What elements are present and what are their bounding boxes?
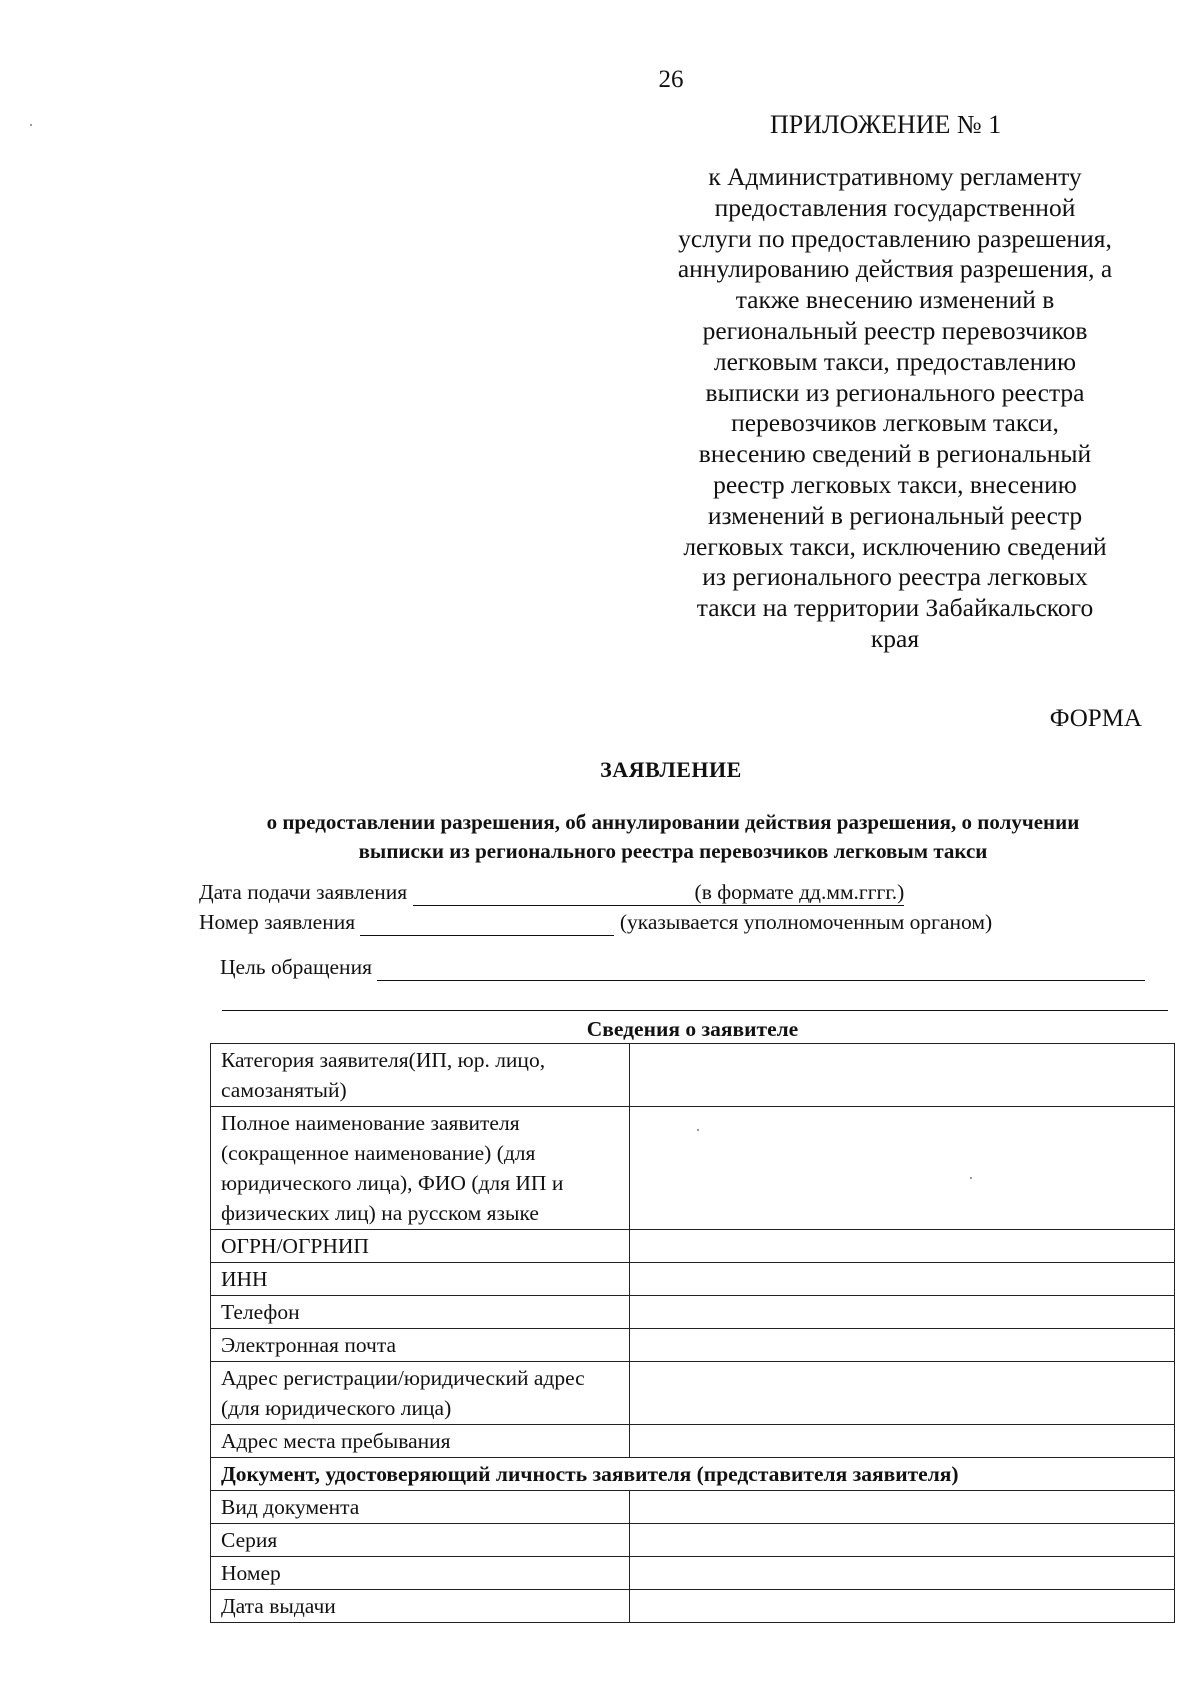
row-label: Дата выдачи [211, 1590, 630, 1623]
row-label: Полное наименование заявителя (сокращенное наименование) (для юридического лица), ФИО (для ИП и физических лиц) на русском языке [211, 1107, 630, 1230]
table-row [211, 1590, 1175, 1623]
appendix-description-line: такси на территории Забайкальского [696, 593, 1094, 623]
submission-date-blank[interactable] [413, 880, 695, 906]
row-value-cell[interactable] [630, 1557, 1175, 1590]
appendix-description [640, 162, 1150, 655]
submission-date-label: Дата подачи заявления [199, 880, 408, 904]
row-label: ИНН [211, 1263, 630, 1296]
row-value-cell[interactable] [630, 1425, 1175, 1458]
application-number-label: Номер заявления [199, 910, 356, 934]
document-subtitle [200, 808, 1146, 866]
row-label: Адрес регистрации/юридический адрес (для юридического лица) [211, 1362, 630, 1425]
appendix-description-line: перевозчиков легковым такси, [731, 408, 1059, 438]
appendix-description-line: региональный реестр перевозчиков [702, 315, 1088, 345]
table-row [211, 1296, 1175, 1329]
appendix-description-line: легковых такси, исключению сведений [683, 531, 1107, 561]
table-row [211, 1329, 1175, 1362]
row-label: ОГРН/ОГРНИП [211, 1230, 630, 1263]
purpose-row [220, 955, 1145, 981]
appendix-description-line: аннулированию действия разрешения, а [677, 254, 1113, 284]
row-value-cell[interactable] [630, 1107, 1175, 1230]
table-row [211, 1044, 1175, 1107]
purpose-label: Цель обращения [220, 955, 372, 979]
appendix-description-line: выписки из регионального реестра [705, 377, 1085, 407]
row-label: Категория заявителя(ИП, юр. лицо, самозанятый) [211, 1044, 630, 1107]
submission-date-row [199, 880, 904, 906]
table-row [211, 1230, 1175, 1263]
applicant-info-table [210, 1015, 1175, 1623]
row-value-cell[interactable] [630, 1296, 1175, 1329]
form-label: ФОРМА [1049, 705, 1142, 732]
row-value-cell[interactable] [630, 1329, 1175, 1362]
applicant-table-header: Сведения о заявителе [211, 1015, 1175, 1044]
application-number-row [199, 910, 992, 936]
table-row [211, 1107, 1175, 1230]
appendix-description-line: изменений в региональный реестр [707, 500, 1083, 530]
table-row [211, 1557, 1175, 1590]
document-subtitle-line: выписки из регионального реестра перевозчиков легковым такси [358, 839, 988, 863]
table-row [211, 1263, 1175, 1296]
document-title: ЗАЯВЛЕНИЕ [600, 757, 742, 782]
row-label: Электронная почта [211, 1329, 630, 1362]
appendix-description-line: края [870, 623, 920, 653]
purpose-blank[interactable] [377, 955, 1145, 981]
application-number-hint: (указывается уполномоченным органом) [619, 910, 993, 934]
row-label: Номер [211, 1557, 630, 1590]
table-row [211, 1491, 1175, 1524]
application-number-blank[interactable] [360, 910, 614, 936]
row-label: Адрес места пребывания [211, 1425, 630, 1458]
appendix-description-line: реестр легковых такси, внесению [713, 469, 1077, 499]
scan-speck [697, 1129, 699, 1131]
appendix-description-line: внесению сведений в региональный [698, 439, 1092, 469]
appendix-description-line: также внесению изменений в [735, 285, 1055, 315]
row-label: Телефон [211, 1296, 630, 1329]
appendix-description-line: легковым такси, предоставлению [713, 346, 1077, 376]
row-label: Серия [211, 1524, 630, 1557]
table-row [211, 1524, 1175, 1557]
appendix-description-line: предоставления государственной [714, 192, 1076, 222]
row-value-cell[interactable] [630, 1362, 1175, 1425]
document-subtitle-line: о предоставлении разрешения, об аннулировании действия разрешения, о получении [266, 810, 1080, 834]
row-value-cell[interactable] [630, 1491, 1175, 1524]
submission-date-hint: (в формате дд.мм.гггг.) [694, 880, 905, 904]
table-row [211, 1362, 1175, 1425]
row-value-cell[interactable] [630, 1524, 1175, 1557]
purpose-continuation-line[interactable] [222, 1010, 1168, 1011]
appendix-description-line: из регионального реестра легковых [702, 562, 1088, 592]
table-row [211, 1425, 1175, 1458]
scan-speck [970, 1177, 972, 1179]
scan-speck [30, 124, 32, 126]
row-value-cell[interactable] [630, 1044, 1175, 1107]
appendix-title: ПРИЛОЖЕНИЕ № 1 [770, 110, 1002, 139]
page-number: 26 [658, 66, 684, 93]
row-value-cell[interactable] [630, 1263, 1175, 1296]
row-value-cell[interactable] [630, 1590, 1175, 1623]
row-value-cell[interactable] [630, 1230, 1175, 1263]
row-label: Вид документа [211, 1491, 630, 1524]
identity-document-section-header: Документ, удостоверяющий личность заявителя (представителя заявителя) [211, 1458, 1175, 1491]
appendix-description-line: к Административному регламенту [708, 162, 1082, 191]
appendix-description-line: услуги по предоставлению разрешения, [678, 223, 1112, 253]
